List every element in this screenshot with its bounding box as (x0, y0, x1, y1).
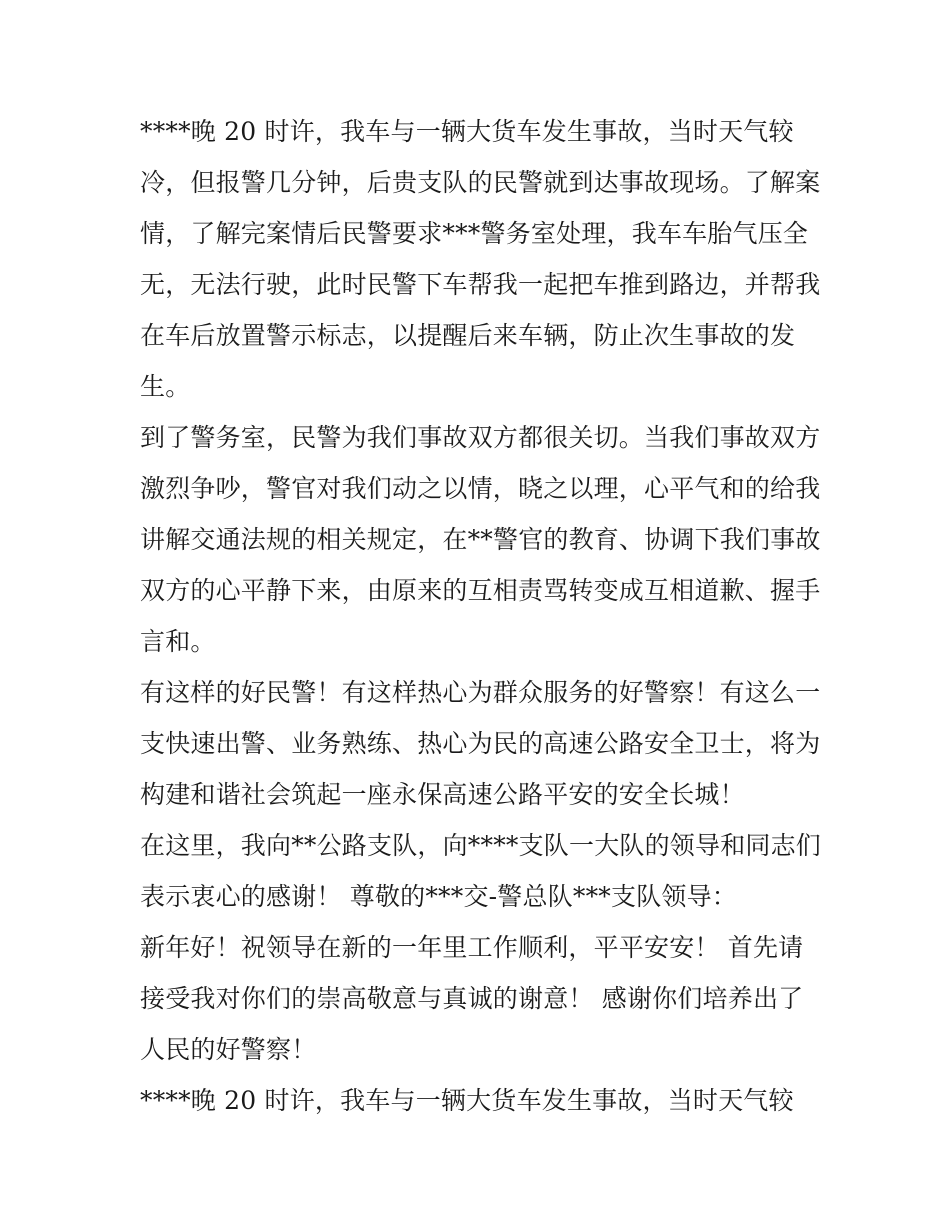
text-line: 冷，但报警几分钟，后贵支队的民警就到达事故现场。了解案 (140, 168, 821, 197)
text-line: 支快速出警、业务熟练、热心为民的高速公路安全卫士，将为 (140, 729, 821, 758)
text-line: 接受我对你们的崇高敬意与真诚的谢意！ 感谢你们培养出了 (140, 984, 804, 1013)
text-line: 新年好！祝领导在新的一年里工作顺利，平平安安！ 首先请 (140, 933, 804, 962)
text-line: 表示衷心的感谢！ 尊敬的***交-警总队***支队领导： (140, 882, 737, 911)
text-line: 激烈争吵，警官对我们动之以情，晓之以理，心平气和的给我 (140, 474, 821, 503)
text-line: 讲解交通法规的相关规定，在**警官的教育、协调下我们事故 (140, 525, 821, 554)
text-line: 生。 (140, 372, 191, 401)
text-line: 情，了解完案情后民警要求***警务室处理，我车车胎气压全 (140, 219, 809, 248)
text-line: 言和。 (140, 627, 216, 656)
text-line: ****晚 20 时许，我车与一辆大货车发生事故，当时天气较 (140, 117, 794, 146)
text-line: 无，无法行驶，此时民警下车帮我一起把车推到路边，并帮我 (140, 270, 821, 299)
text-line: 到了警务室，民警为我们事故双方都很关切。当我们事故双方 (140, 423, 821, 452)
text-line: 双方的心平静下来，由原来的互相责骂转变成互相道歉、握手 (140, 576, 821, 605)
text-line: 构建和谐社会筑起一座永保高速公路平安的安全长城！ (140, 780, 745, 809)
text-line: 在这里，我向**公路支队，向****支队一大队的领导和同志们 (140, 831, 822, 860)
text-line: 有这样的好民警！有这样热心为群众服务的好警察！有这么一 (140, 678, 821, 707)
text-line: ****晚 20 时许，我车与一辆大货车发生事故，当时天气较 (140, 1086, 794, 1115)
text-line: 人民的好警察！ (140, 1035, 317, 1064)
text-line: 在车后放置警示标志，以提醒后来车辆，防止次生事故的发 (140, 321, 796, 350)
document-body (140, 106, 822, 1126)
